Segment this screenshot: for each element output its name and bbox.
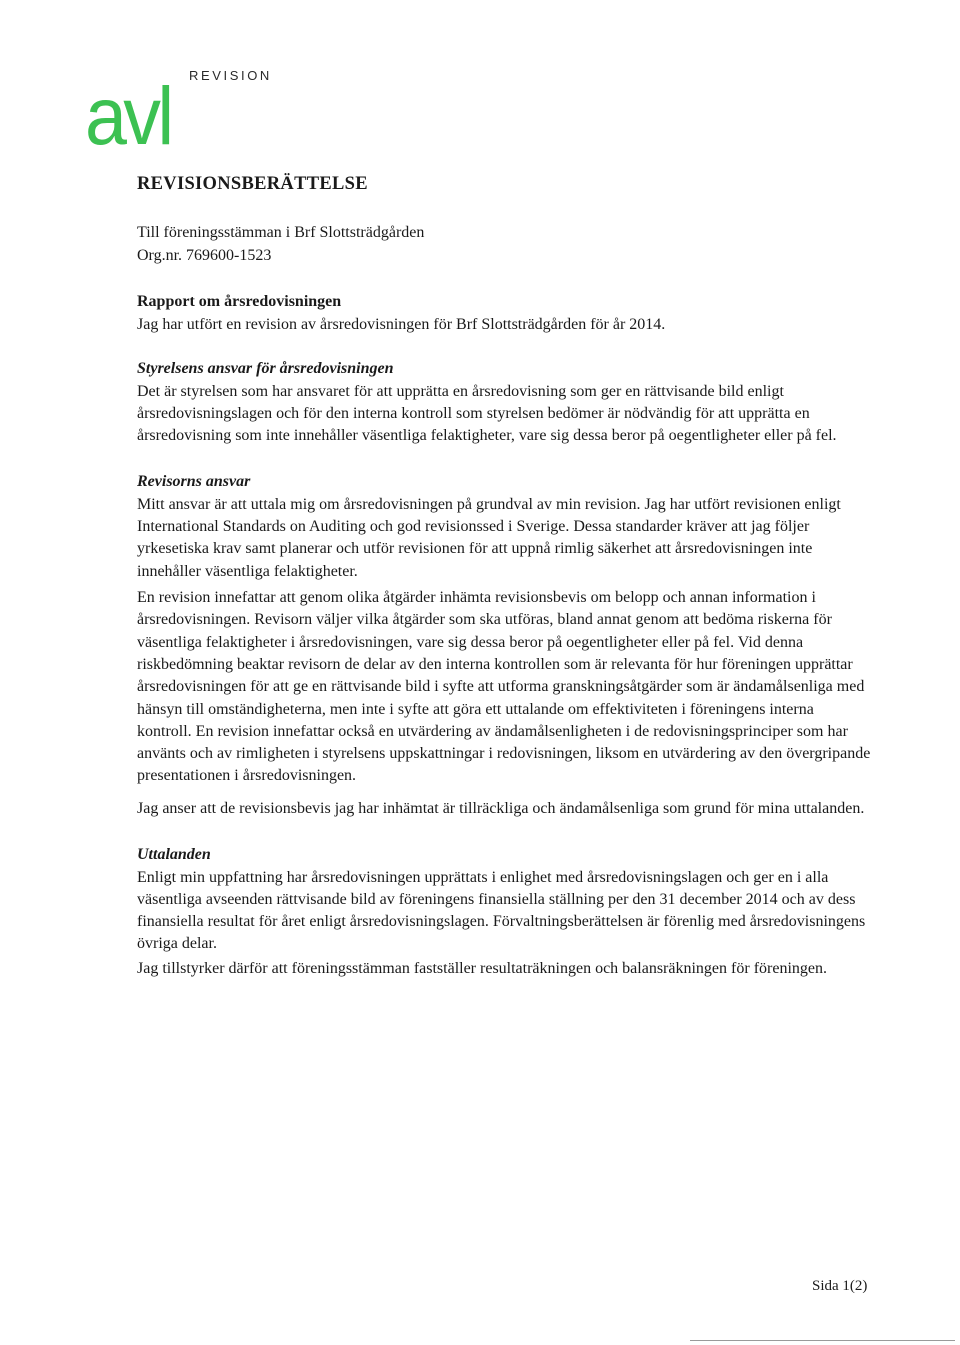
auditor-responsibility-heading: Revisorns ansvar	[137, 473, 251, 491]
recipient-line: Till föreningsstämman i Brf Slottsträdgården	[137, 224, 425, 241]
auditor-paragraph-1: Mitt ansvar är att uttala mig om årsredovisningen på grundval av min revision. Jag har utfört revisionen enligt International Standards on Auditing och god revisionssed i Sverige. Dessa standarder kräver att jag följer yrkesetiska krav samt planerar och utför revisionen för att uppnå rimlig säkerhet att årsredovisningen inte innehåller väsentliga felaktigheter.	[137, 495, 841, 580]
logo-word: REVISION	[189, 68, 272, 83]
statements-paragraph-1: Enligt min uppfattning har årsredovisningen upprättats i enlighet med årsredovisningslagen och ger en i alla väsentliga avseenden rättvisande bild av föreningens finansiella ställning per den 31 december 2014 och av dess finansiella resultat för året enligt årsredovisningslagen. Förvaltningsberättelsen är förenlig med årsredovisningens övriga delar.	[137, 868, 866, 953]
avl-revision-logo	[85, 62, 285, 162]
page-number: Sida 1(2)	[812, 1278, 868, 1294]
document-title: REVISIONSBERÄTTELSE	[137, 174, 368, 194]
statements-heading: Uttalanden	[137, 846, 211, 864]
report-intro: Jag har utfört en revision av årsredovisningen för Brf Slottsträdgården för år 2014.	[137, 315, 666, 333]
board-responsibility-text: Det är styrelsen som har ansvaret för att upprätta en årsredovisning som ger en rättvisande bild enligt årsredovisningslagen och för den interna kontroll som styrelsen bedömer är nödvändig för att upprätta en årsredovisning som inte innehåller väsentliga felaktigheter, vare sig dessa beror på oegentligheter eller på fel.	[137, 382, 837, 445]
statements-paragraph-2: Jag tillstyrker därför att föreningsstämman fastställer resultaträkningen och balansräkningen för föreningen.	[137, 959, 827, 977]
auditor-paragraph-2: En revision innefattar att genom olika åtgärder inhämta revisionsbevis om belopp och annan information i årsredovisningen. Revisorn väljer vilka åtgärder som ska utföras, bland annat genom att bedöma riskerna för väsentliga felaktigheter i årsredovisningen, vare sig dessa beror på oegentligheter eller på fel. Vid denna riskbedömning beaktar revisorn de delar av den interna kontrollen som är relevanta för hur föreningen upprättar årsredovisningen för att ge en rättvisande bild i syfte att utforma granskningsåtgärder som är ändamålsenliga med hänsyn till omständigheterna, men inte i syfte att göra ett uttalande om effektiviteten i föreningens interna kontroll. En revision innefattar också en utvärdering av ändamålsenligheten i de redovisningsprinciper som har använts och av rimligheten i styrelsens uppskattningar i redovisningen, liksom en utvärdering av den övergripande presentationen i årsredovisningen.	[137, 589, 871, 785]
scan-edge-line	[690, 1340, 955, 1341]
logo-letters: avl	[85, 71, 171, 162]
document-body	[137, 171, 872, 980]
org-number: Org.nr. 769600-1523	[137, 246, 272, 264]
board-responsibility-heading: Styrelsens ansvar för årsredovisningen	[137, 360, 394, 377]
auditor-paragraph-3: Jag anser att de revisionsbevis jag har inhämtat är tillräckliga och ändamålsenliga som grund för mina uttalanden.	[137, 799, 865, 817]
report-heading: Rapport om årsredovisningen	[137, 293, 342, 310]
